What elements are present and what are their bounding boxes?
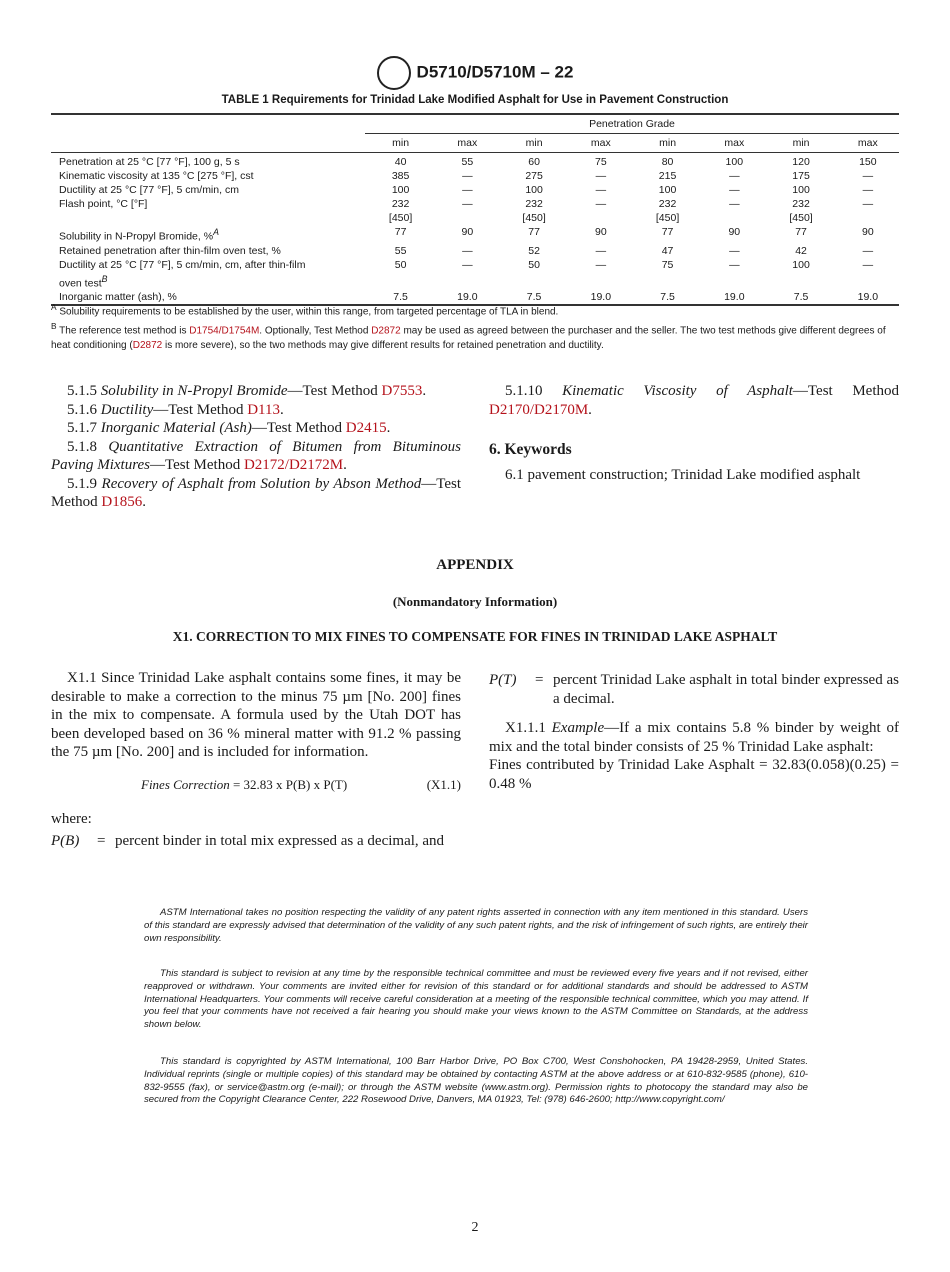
section-5-1-10: [489, 382, 899, 419]
standard-link[interactable]: D2415: [345, 420, 387, 436]
standard-link[interactable]: D1754/D1754M: [189, 325, 260, 337]
def-symbol: P(B): [51, 833, 80, 849]
table-cell: 77: [394, 226, 407, 238]
table-cell: —: [462, 198, 473, 210]
table-row: [51, 244, 899, 258]
table-cell: 90: [594, 226, 607, 238]
column-header: min: [632, 134, 703, 153]
table-cell: 100: [658, 184, 677, 196]
table-cell: 175: [792, 170, 810, 182]
table-cell: 50: [394, 258, 407, 271]
table-cell: 275: [525, 170, 543, 182]
table-cell: —: [862, 244, 874, 257]
table-cell: 385: [391, 170, 410, 182]
table-cell: 7.5: [393, 291, 408, 303]
text-segment: .: [279, 401, 284, 418]
text-segment: . Optionally, Test Method: [259, 325, 372, 337]
text-segment: —Test Method: [251, 420, 346, 436]
text-segment: .: [588, 401, 592, 418]
table-cell: 100: [792, 258, 810, 271]
table-cell: [837, 211, 899, 225]
table-cell: 52: [528, 244, 540, 257]
table-cell: 75: [594, 156, 607, 168]
x1-1-paragraph: X1.1 Since Trinidad Lake asphalt contains some fines, it may be desirable to make a correction to the minus 75 µm [No. 200] fines in the mix to compensate. A formula used by the Utah DOT has been developed based on 36 % mineral matter with 91.2 % passing the 75 µm [No. 200] and is included for information.: [51, 670, 461, 760]
table-cell: —: [729, 244, 740, 257]
patent-notice: ASTM International takes no position respecting the validity of any patent rights asserted in connection with any item mentioned in this standard. Users of this standard are expressly advised that determination of the validity of any such patent rights, and the risk of infringement of such rights, are entirely their own responsibility.: [144, 907, 808, 944]
where-label: where:: [51, 810, 92, 827]
table-cell: [570, 272, 632, 291]
italic-title: Quantitative Extraction of Bitumen from Bituminous Paving Mixtures: [51, 438, 462, 473]
table-cell: 19.0: [590, 291, 612, 303]
table-cell: 100: [525, 184, 543, 196]
text-segment: may be used as agreed between the purchaser and the seller. The two test methods give different degrees of heat conditioning (: [51, 325, 886, 351]
text-segment: 5.1.7: [67, 420, 101, 436]
table-cell: 215: [658, 170, 677, 182]
table-cell: 232: [391, 198, 410, 210]
standard-link[interactable]: D2172/D2172M: [243, 457, 344, 473]
table-cell: [450]: [789, 212, 813, 224]
table-row: [51, 225, 899, 244]
table-cell: —: [862, 170, 874, 182]
def-text: percent binder in total mix expressed as a decimal, and: [115, 833, 445, 849]
appendix-left: [51, 669, 461, 851]
table-cell: 232: [792, 198, 810, 210]
table-cell: —: [729, 198, 740, 210]
table-cell: —: [862, 184, 874, 196]
def-text: percent Trinidad Lake asphalt in total binder expressed as a decimal.: [553, 672, 899, 707]
table-footnote: [51, 300, 901, 319]
table-row: [51, 153, 899, 170]
row-label: Retained penetration after thin-film oven test, %: [59, 244, 281, 257]
table-cell: —: [595, 258, 607, 271]
table-cell: —: [462, 170, 473, 182]
table-cell: [450]: [655, 212, 680, 224]
table-cell: 77: [661, 226, 674, 238]
row-label: Kinematic viscosity at 135 °C [275 °F], cst: [59, 170, 254, 182]
equation-x1-1: [51, 762, 461, 802]
table-cell: —: [462, 244, 473, 257]
table-cell: 7.5: [660, 291, 675, 303]
keywords-heading: 6. Keywords: [489, 441, 572, 458]
standard-link[interactable]: D7553: [381, 383, 423, 399]
table-cell: 120: [792, 156, 810, 168]
table-cell: [498, 272, 569, 291]
column-header: max: [837, 134, 899, 153]
section-paragraph: [51, 401, 461, 420]
table-row: [51, 211, 899, 225]
text-segment: is more severe), so the two methods may give different results for retained penetration and ductility.: [162, 339, 604, 351]
table-footnotes: [51, 300, 901, 353]
text-segment: 5.1.9: [67, 475, 102, 492]
italic-title: Kinematic Viscosity of Asphalt: [562, 383, 793, 399]
appendix-title: APPENDIX: [436, 557, 514, 573]
astm-logo: [377, 56, 411, 90]
table-cell: [365, 272, 436, 291]
text-segment: 5.1.5: [67, 383, 101, 399]
table-row: [51, 272, 899, 291]
row-label: Ductility at 25 °C [77 °F], 5 cm/min, cm, after thin-film: [59, 258, 306, 271]
text-segment: 5.1.6: [67, 401, 101, 418]
table-cell: —: [595, 244, 607, 257]
table-row: [51, 169, 899, 183]
column-header: min: [365, 134, 436, 153]
table-cell: 232: [658, 198, 677, 210]
table-cell: 90: [861, 226, 874, 238]
section-paragraph: [51, 438, 461, 475]
requirements-table: [51, 113, 899, 306]
table-cell: —: [862, 258, 874, 271]
table-cell: [765, 272, 836, 291]
standard-link[interactable]: D2872: [371, 325, 401, 337]
standard-link[interactable]: D1856: [101, 494, 143, 510]
table-cell: —: [729, 184, 740, 196]
table-cell: —: [595, 170, 607, 182]
footnote-marker: B: [101, 273, 108, 284]
table-cell: 90: [461, 226, 474, 238]
section-paragraph: [51, 382, 461, 401]
column-header: min: [765, 134, 836, 153]
text-segment: —If a mix contains 5.8 % binder by weight of mix and the total binder consists of 25 % Trinidad Lake asphalt:: [489, 720, 899, 755]
table-row: [51, 258, 899, 272]
column-header: max: [570, 134, 632, 153]
table-cell: 100: [725, 156, 744, 168]
italic-title: Solubility in N-Propyl Bromide: [100, 383, 288, 399]
table-cell: 150: [859, 156, 877, 168]
appendix-subtitle: (Nonmandatory Information): [392, 594, 558, 609]
equation-number: (X1.1): [426, 776, 461, 792]
page-header: [0, 56, 950, 90]
table-cell: [703, 211, 765, 225]
appendix-right: [489, 671, 899, 793]
italic-title: Recovery of Asphalt from Solution by Abson Method: [101, 475, 422, 492]
table-cell: 50: [528, 258, 540, 271]
revision-notice: This standard is subject to revision at any time by the responsible technical committee and must be reviewed every five years and if not revised, either reapproved or withdrawn. Your comments are invited either for revision of this standard or for additional standards and should be addressed to ASTM International Headquarters. Your comments will receive careful consideration at a meeting of the responsible technical committee, which you may attend. If you feel that your comments have not received a fair hearing you should make your views known to the ASTM Committee on Standards, at the address shown below.: [144, 968, 808, 1031]
footnote-marker: B: [51, 321, 57, 332]
text-segment: —Test Method: [287, 383, 382, 399]
table-cell: —: [729, 258, 740, 271]
table-cell: 75: [661, 258, 674, 271]
table-cell: —: [862, 198, 874, 210]
column-header: max: [703, 134, 765, 153]
table-cell: 47: [661, 244, 674, 257]
table-cell: —: [462, 258, 473, 271]
table-cell: 19.0: [457, 291, 478, 303]
table-cell: 7.5: [793, 291, 809, 303]
table-cell: 7.5: [526, 291, 542, 303]
italic-title: Example: [551, 720, 605, 736]
table-row: [51, 183, 899, 197]
right-column: [489, 382, 899, 484]
footnote-marker: A: [51, 302, 57, 312]
text-segment: 5.1.10: [505, 383, 563, 399]
designation: D5710/D5710M – 22: [416, 62, 574, 82]
definition-pt: [489, 671, 899, 708]
text-segment: .: [343, 457, 347, 473]
table-cell: 90: [728, 226, 741, 238]
table-cell: [837, 272, 899, 291]
table-cell: [450]: [522, 212, 546, 224]
table-cell: 100: [792, 184, 810, 196]
definition-pb: [51, 832, 461, 851]
row-label: Solubility in N-Propyl Bromide, %$^A$: [59, 227, 219, 243]
page-number: 2: [471, 1220, 479, 1235]
table-cell: [436, 211, 498, 225]
example-result: Fines contributed by Trinidad Lake Asphalt = 32.83(0.058)(0.25) = 0.48 %: [489, 757, 899, 792]
standard-link[interactable]: D113: [247, 401, 280, 418]
table-cell: —: [462, 184, 473, 196]
table-cell: —: [729, 170, 740, 182]
table-cell: [632, 272, 703, 291]
table-cell: [436, 272, 498, 291]
text-segment: Solubility requirements to be established by the user, within this range, from targeted percentage of TLA in blend.: [56, 306, 559, 318]
equation-lhs: Fines Correction: [141, 776, 230, 792]
copyright-notice: This standard is copyrighted by ASTM International, 100 Barr Harbor Drive, PO Box C700, West Conshohocken, PA 19428-2959, United States. Individual reprints (single or multiple copies) of this standard may be obtained by contacting ASTM at the above address or at 610-832-9585 (phone), 610-832-9555 (fax), or service@astm.org (e-mail); or through the ASTM website (www.astm.org). Permission rights to photocopy the standard may also be secured from the Copyright Clearance Center, 222 Rosewood Drive, Danvers, MA 01923, Tel: (978) 646-2600; http://www.copyright.com/: [144, 1056, 808, 1106]
section-paragraph: [51, 475, 461, 512]
section-paragraph: [51, 419, 461, 438]
text-segment: .: [142, 494, 147, 510]
italic-title: Ductility: [100, 401, 154, 418]
group-header: Penetration Grade: [365, 114, 899, 134]
table-cell: —: [595, 198, 607, 210]
table-cell: [703, 272, 765, 291]
table-cell: 232: [525, 198, 543, 210]
row-label: Flash point, °C [°F]: [59, 198, 148, 210]
standard-link[interactable]: D2170/D2170M: [489, 401, 589, 418]
equation-rhs: = 32.83 x P(B) x P(T): [229, 776, 348, 792]
table-cell: 77: [795, 226, 807, 238]
table-footnote: [51, 319, 901, 352]
def-equals: =: [97, 833, 106, 849]
keywords-text: 6.1 pavement construction; Trinidad Lake modified asphalt: [505, 466, 861, 483]
row-label: Inorganic matter (ash), %: [59, 291, 177, 303]
italic-title: Inorganic Material (Ash): [100, 420, 252, 436]
table-cell: 100: [391, 184, 410, 196]
table-cell: 60: [528, 156, 540, 168]
table-cell: 42: [795, 244, 807, 257]
text-segment: 5.1.8: [67, 438, 109, 455]
table-title: TABLE 1 Requirements for Trinidad Lake Modified Asphalt for Use in Pavement Construction: [221, 94, 729, 106]
table-cell: 55: [394, 244, 407, 257]
table-cell: 19.0: [857, 291, 879, 303]
x1-heading: X1. CORRECTION TO MIX FINES TO COMPENSATE FOR FINES IN TRINIDAD LAKE ASPHALT: [172, 629, 778, 644]
table-cell: 40: [394, 156, 407, 168]
text-segment: —Test Method: [51, 475, 462, 510]
text-segment: —Test Method: [792, 383, 899, 399]
row-label: Penetration at 25 °C [77 °F], 100 g, 5 s: [59, 156, 240, 168]
column-header: min: [498, 134, 569, 153]
row-label: oven test$^B$: [59, 273, 108, 289]
column-header: max: [436, 134, 498, 153]
table-cell: 77: [528, 226, 540, 238]
x1-1-1-paragraph: [489, 719, 899, 756]
footnote-marker: A: [213, 227, 219, 237]
row-label: Ductility at 25 °C [77 °F], 5 cm/min, cm: [59, 184, 239, 196]
text-segment: —Test Method: [150, 457, 244, 473]
def-equals: =: [535, 672, 544, 688]
table-cell: [450]: [388, 212, 413, 224]
text-segment: .: [386, 420, 391, 436]
left-column: [51, 382, 461, 512]
table-row: [51, 197, 899, 211]
standard-link[interactable]: D2872: [132, 339, 163, 351]
text-segment: —Test Method: [153, 401, 248, 418]
row-label: [51, 211, 365, 225]
table-cell: 80: [661, 156, 674, 168]
table-cell: [570, 211, 632, 225]
text-segment: .: [422, 383, 427, 399]
text-segment: X1.1.1: [505, 720, 552, 736]
text-segment: The reference test method is: [56, 325, 190, 337]
table-cell: 55: [461, 156, 474, 168]
def-symbol: P(T): [489, 672, 517, 688]
table-cell: —: [595, 184, 607, 196]
table-cell: 19.0: [724, 291, 745, 303]
